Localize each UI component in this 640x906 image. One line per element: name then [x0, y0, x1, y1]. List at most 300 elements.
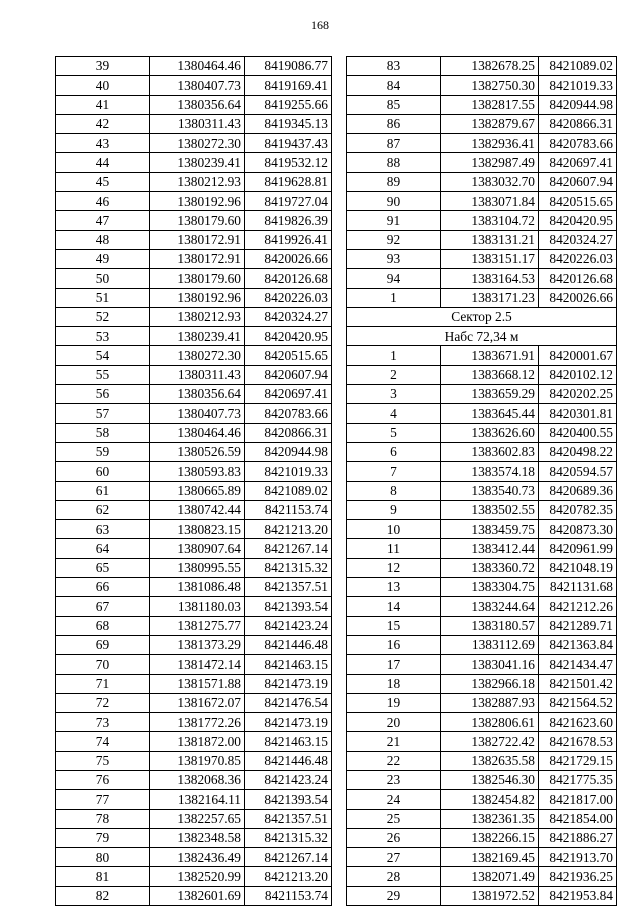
- point-number: 71: [56, 674, 150, 693]
- point-number: 5: [347, 423, 441, 442]
- x-coordinate: 1382879.67: [441, 114, 539, 133]
- table-row: [347, 114, 617, 133]
- table-row: [347, 751, 617, 770]
- point-number: 76: [56, 770, 150, 789]
- x-coordinate: 1383304.75: [441, 578, 539, 597]
- y-coordinate: 8420026.66: [245, 249, 332, 268]
- x-coordinate: 1382169.45: [441, 848, 539, 867]
- x-coordinate: 1383180.57: [441, 616, 539, 635]
- y-coordinate: 8421423.24: [245, 770, 332, 789]
- x-coordinate: 1381772.26: [150, 713, 245, 732]
- table-row: [347, 442, 617, 461]
- y-coordinate: 8420226.03: [245, 288, 332, 307]
- table-row: [347, 230, 617, 249]
- table-row: [347, 385, 617, 404]
- point-number: 26: [347, 828, 441, 847]
- y-coordinate: 8421019.33: [245, 462, 332, 481]
- x-coordinate: 1382071.49: [441, 867, 539, 886]
- y-coordinate: 8420515.65: [539, 192, 617, 211]
- y-coordinate: 8421854.00: [539, 809, 617, 828]
- table-row: [347, 249, 617, 268]
- table-row: [56, 172, 332, 191]
- x-coordinate: 1381086.48: [150, 578, 245, 597]
- x-coordinate: 1383244.64: [441, 597, 539, 616]
- y-coordinate: 8421434.47: [539, 655, 617, 674]
- y-coordinate: 8420026.66: [539, 288, 617, 307]
- table-row: [347, 423, 617, 442]
- table-row: [56, 713, 332, 732]
- y-coordinate: 8419826.39: [245, 211, 332, 230]
- table-row: [347, 828, 617, 847]
- x-coordinate: 1381373.29: [150, 635, 245, 654]
- point-number: 15: [347, 616, 441, 635]
- x-coordinate: 1380192.96: [150, 288, 245, 307]
- y-coordinate: 8421131.68: [539, 578, 617, 597]
- x-coordinate: 1383602.83: [441, 442, 539, 461]
- y-coordinate: 8421623.60: [539, 713, 617, 732]
- table-row: [56, 269, 332, 288]
- y-coordinate: 8421089.02: [539, 57, 617, 76]
- table-row: [56, 211, 332, 230]
- y-coordinate: 8420783.66: [245, 404, 332, 423]
- x-coordinate: 1380311.43: [150, 114, 245, 133]
- y-coordinate: 8421473.19: [245, 674, 332, 693]
- point-number: 3: [347, 385, 441, 404]
- x-coordinate: 1382601.69: [150, 886, 245, 905]
- table-row: [347, 172, 617, 191]
- y-coordinate: 8421089.02: [245, 481, 332, 500]
- y-coordinate: 8421153.74: [245, 886, 332, 905]
- point-number: 91: [347, 211, 441, 230]
- y-coordinate: 8420961.99: [539, 539, 617, 558]
- point-number: 42: [56, 114, 150, 133]
- table-row: [56, 886, 332, 905]
- y-coordinate: 8419086.77: [245, 57, 332, 76]
- y-coordinate: 8420782.35: [539, 500, 617, 519]
- x-coordinate: 1380172.91: [150, 249, 245, 268]
- y-coordinate: 8420420.95: [539, 211, 617, 230]
- table-row: [56, 597, 332, 616]
- table-row: [56, 520, 332, 539]
- x-coordinate: 1380179.60: [150, 269, 245, 288]
- y-coordinate: 8420202.25: [539, 385, 617, 404]
- table-row: [56, 809, 332, 828]
- table-row: [347, 635, 617, 654]
- x-coordinate: 1383668.12: [441, 365, 539, 384]
- y-coordinate: 8421315.32: [245, 828, 332, 847]
- table-row: [347, 365, 617, 384]
- table-row: [56, 192, 332, 211]
- table-row: [56, 828, 332, 847]
- sector-height-row: [347, 327, 617, 346]
- x-coordinate: 1381180.03: [150, 597, 245, 616]
- x-coordinate: 1380311.43: [150, 365, 245, 384]
- x-coordinate: 1381970.85: [150, 751, 245, 770]
- table-row: [347, 674, 617, 693]
- table-row: [347, 500, 617, 519]
- y-coordinate: 8421213.20: [245, 867, 332, 886]
- x-coordinate: 1383164.53: [441, 269, 539, 288]
- table-row: [347, 886, 617, 905]
- x-coordinate: 1382750.30: [441, 76, 539, 95]
- table-row: [56, 635, 332, 654]
- x-coordinate: 1382068.36: [150, 770, 245, 789]
- x-coordinate: 1382546.30: [441, 770, 539, 789]
- point-number: 2: [347, 365, 441, 384]
- x-coordinate: 1383502.55: [441, 500, 539, 519]
- x-coordinate: 1383540.73: [441, 481, 539, 500]
- x-coordinate: 1383360.72: [441, 558, 539, 577]
- table-row: [347, 134, 617, 153]
- point-number: 39: [56, 57, 150, 76]
- point-number: 6: [347, 442, 441, 461]
- x-coordinate: 1383671.91: [441, 346, 539, 365]
- y-coordinate: 8420126.68: [539, 269, 617, 288]
- table-row: [347, 269, 617, 288]
- table-row: [56, 539, 332, 558]
- y-coordinate: 8420607.94: [245, 365, 332, 384]
- x-coordinate: 1381972.52: [441, 886, 539, 905]
- x-coordinate: 1382678.25: [441, 57, 539, 76]
- x-coordinate: 1380239.41: [150, 153, 245, 172]
- x-coordinate: 1380212.93: [150, 307, 245, 326]
- table-row: [56, 423, 332, 442]
- y-coordinate: 8421501.42: [539, 674, 617, 693]
- x-coordinate: 1380593.83: [150, 462, 245, 481]
- x-coordinate: 1381872.00: [150, 732, 245, 751]
- table-row: [347, 539, 617, 558]
- page-number: 168: [311, 18, 329, 32]
- table-row: [56, 249, 332, 268]
- x-coordinate: 1380356.64: [150, 95, 245, 114]
- table-row: [56, 95, 332, 114]
- y-coordinate: 8420400.55: [539, 423, 617, 442]
- y-coordinate: 8419437.43: [245, 134, 332, 153]
- x-coordinate: 1382987.49: [441, 153, 539, 172]
- table-row: [56, 365, 332, 384]
- x-coordinate: 1383412.44: [441, 539, 539, 558]
- x-coordinate: 1380179.60: [150, 211, 245, 230]
- table-row: [347, 578, 617, 597]
- sector-title: Сектор 2.5: [347, 307, 617, 326]
- point-number: 60: [56, 462, 150, 481]
- table-row: [56, 481, 332, 500]
- point-number: 40: [56, 76, 150, 95]
- table-row: [56, 462, 332, 481]
- sector-height: Набс 72,34 м: [347, 327, 617, 346]
- x-coordinate: 1381571.88: [150, 674, 245, 693]
- point-number: 1: [347, 288, 441, 307]
- x-coordinate: 1383645.44: [441, 404, 539, 423]
- table-row: [56, 307, 332, 326]
- table-row: [347, 346, 617, 365]
- y-coordinate: 8421886.27: [539, 828, 617, 847]
- point-number: 86: [347, 114, 441, 133]
- point-number: 87: [347, 134, 441, 153]
- x-coordinate: 1383659.29: [441, 385, 539, 404]
- x-coordinate: 1382635.58: [441, 751, 539, 770]
- point-number: 68: [56, 616, 150, 635]
- point-number: 63: [56, 520, 150, 539]
- point-number: 89: [347, 172, 441, 191]
- table-row: [56, 500, 332, 519]
- point-number: 7: [347, 462, 441, 481]
- point-number: 94: [347, 269, 441, 288]
- x-coordinate: 1380665.89: [150, 481, 245, 500]
- y-coordinate: 8420697.41: [245, 385, 332, 404]
- table-row: [347, 153, 617, 172]
- table-row: [347, 211, 617, 230]
- y-coordinate: 8421473.19: [245, 713, 332, 732]
- y-coordinate: 8421936.25: [539, 867, 617, 886]
- point-number: 59: [56, 442, 150, 461]
- point-number: 70: [56, 655, 150, 674]
- point-number: 78: [56, 809, 150, 828]
- point-number: 25: [347, 809, 441, 828]
- point-number: 29: [347, 886, 441, 905]
- y-coordinate: 8420498.22: [539, 442, 617, 461]
- y-coordinate: 8421463.15: [245, 655, 332, 674]
- y-coordinate: 8420873.30: [539, 520, 617, 539]
- x-coordinate: 1380907.64: [150, 539, 245, 558]
- point-number: 24: [347, 790, 441, 809]
- y-coordinate: 8419169.41: [245, 76, 332, 95]
- x-coordinate: 1380356.64: [150, 385, 245, 404]
- y-coordinate: 8420944.98: [245, 442, 332, 461]
- y-coordinate: 8421564.52: [539, 693, 617, 712]
- x-coordinate: 1381672.07: [150, 693, 245, 712]
- y-coordinate: 8421913.70: [539, 848, 617, 867]
- point-number: 56: [56, 385, 150, 404]
- point-number: 58: [56, 423, 150, 442]
- table-row: [347, 732, 617, 751]
- point-number: 16: [347, 635, 441, 654]
- x-coordinate: 1380823.15: [150, 520, 245, 539]
- y-coordinate: 8420420.95: [245, 327, 332, 346]
- table-row: [347, 481, 617, 500]
- point-number: 1: [347, 346, 441, 365]
- y-coordinate: 8421357.51: [245, 578, 332, 597]
- point-number: 73: [56, 713, 150, 732]
- x-coordinate: 1380272.30: [150, 346, 245, 365]
- y-coordinate: 8419255.66: [245, 95, 332, 114]
- table-row: [56, 867, 332, 886]
- table-row: [347, 404, 617, 423]
- y-coordinate: 8421393.54: [245, 597, 332, 616]
- y-coordinate: 8421463.15: [245, 732, 332, 751]
- point-number: 46: [56, 192, 150, 211]
- table-row: [347, 655, 617, 674]
- table-row: [347, 693, 617, 712]
- x-coordinate: 1382936.41: [441, 134, 539, 153]
- point-number: 23: [347, 770, 441, 789]
- x-coordinate: 1383171.23: [441, 288, 539, 307]
- x-coordinate: 1383626.60: [441, 423, 539, 442]
- x-coordinate: 1383041.16: [441, 655, 539, 674]
- y-coordinate: 8420515.65: [245, 346, 332, 365]
- table-row: [347, 790, 617, 809]
- point-number: 93: [347, 249, 441, 268]
- table-row: [56, 288, 332, 307]
- x-coordinate: 1382887.93: [441, 693, 539, 712]
- y-coordinate: 8420783.66: [539, 134, 617, 153]
- y-coordinate: 8420324.27: [245, 307, 332, 326]
- y-coordinate: 8420689.36: [539, 481, 617, 500]
- table-row: [56, 693, 332, 712]
- point-number: 13: [347, 578, 441, 597]
- point-number: 82: [56, 886, 150, 905]
- x-coordinate: 1380272.30: [150, 134, 245, 153]
- y-coordinate: 8421315.32: [245, 558, 332, 577]
- x-coordinate: 1380526.59: [150, 442, 245, 461]
- point-number: 8: [347, 481, 441, 500]
- point-number: 67: [56, 597, 150, 616]
- x-coordinate: 1382722.42: [441, 732, 539, 751]
- point-number: 77: [56, 790, 150, 809]
- table-row: [56, 404, 332, 423]
- table-row: [347, 462, 617, 481]
- x-coordinate: 1382266.15: [441, 828, 539, 847]
- table-row: [56, 558, 332, 577]
- y-coordinate: 8420301.81: [539, 404, 617, 423]
- table-row: [56, 732, 332, 751]
- table-row: [56, 57, 332, 76]
- y-coordinate: 8421423.24: [245, 616, 332, 635]
- table-row: [347, 597, 617, 616]
- table-row: [56, 751, 332, 770]
- y-coordinate: 8421357.51: [245, 809, 332, 828]
- x-coordinate: 1380464.46: [150, 57, 245, 76]
- point-number: 27: [347, 848, 441, 867]
- table-row: [347, 288, 617, 307]
- y-coordinate: 8421289.71: [539, 616, 617, 635]
- point-number: 54: [56, 346, 150, 365]
- y-coordinate: 8421267.14: [245, 848, 332, 867]
- y-coordinate: 8421817.00: [539, 790, 617, 809]
- table-row: [56, 230, 332, 249]
- x-coordinate: 1382817.55: [441, 95, 539, 114]
- y-coordinate: 8420102.12: [539, 365, 617, 384]
- point-number: 11: [347, 539, 441, 558]
- y-coordinate: 8420226.03: [539, 249, 617, 268]
- y-coordinate: 8421678.53: [539, 732, 617, 751]
- point-number: 19: [347, 693, 441, 712]
- x-coordinate: 1382966.18: [441, 674, 539, 693]
- point-number: 75: [56, 751, 150, 770]
- x-coordinate: 1382454.82: [441, 790, 539, 809]
- x-coordinate: 1382257.65: [150, 809, 245, 828]
- point-number: 69: [56, 635, 150, 654]
- point-number: 53: [56, 327, 150, 346]
- y-coordinate: 8421212.26: [539, 597, 617, 616]
- table-row: [56, 674, 332, 693]
- y-coordinate: 8420944.98: [539, 95, 617, 114]
- y-coordinate: 8421213.20: [245, 520, 332, 539]
- point-number: 50: [56, 269, 150, 288]
- point-number: 44: [56, 153, 150, 172]
- y-coordinate: 8420001.67: [539, 346, 617, 365]
- x-coordinate: 1380192.96: [150, 192, 245, 211]
- table-row: [347, 809, 617, 828]
- y-coordinate: 8421363.84: [539, 635, 617, 654]
- point-number: 85: [347, 95, 441, 114]
- point-number: 80: [56, 848, 150, 867]
- point-number: 18: [347, 674, 441, 693]
- point-number: 21: [347, 732, 441, 751]
- table-row: [56, 655, 332, 674]
- x-coordinate: 1383151.17: [441, 249, 539, 268]
- point-number: 90: [347, 192, 441, 211]
- coordinates-table-left: [55, 56, 332, 906]
- y-coordinate: 8419727.04: [245, 192, 332, 211]
- x-coordinate: 1380212.93: [150, 172, 245, 191]
- point-number: 9: [347, 500, 441, 519]
- table-row: [56, 578, 332, 597]
- point-number: 49: [56, 249, 150, 268]
- table-row: [56, 76, 332, 95]
- table-row: [56, 153, 332, 172]
- point-number: 45: [56, 172, 150, 191]
- table-row: [56, 134, 332, 153]
- point-number: 83: [347, 57, 441, 76]
- x-coordinate: 1382164.11: [150, 790, 245, 809]
- sector-title-row: [347, 307, 617, 326]
- point-number: 4: [347, 404, 441, 423]
- point-number: 48: [56, 230, 150, 249]
- point-number: 88: [347, 153, 441, 172]
- x-coordinate: 1383459.75: [441, 520, 539, 539]
- point-number: 22: [347, 751, 441, 770]
- y-coordinate: 8421393.54: [245, 790, 332, 809]
- x-coordinate: 1380407.73: [150, 404, 245, 423]
- point-number: 20: [347, 713, 441, 732]
- x-coordinate: 1383131.21: [441, 230, 539, 249]
- x-coordinate: 1382806.61: [441, 713, 539, 732]
- x-coordinate: 1382348.58: [150, 828, 245, 847]
- point-number: 64: [56, 539, 150, 558]
- y-coordinate: 8421775.35: [539, 770, 617, 789]
- x-coordinate: 1383071.84: [441, 192, 539, 211]
- y-coordinate: 8419345.13: [245, 114, 332, 133]
- point-number: 14: [347, 597, 441, 616]
- y-coordinate: 8421953.84: [539, 886, 617, 905]
- point-number: 47: [56, 211, 150, 230]
- point-number: 66: [56, 578, 150, 597]
- y-coordinate: 8421729.15: [539, 751, 617, 770]
- y-coordinate: 8421476.54: [245, 693, 332, 712]
- y-coordinate: 8421446.48: [245, 635, 332, 654]
- x-coordinate: 1380742.44: [150, 500, 245, 519]
- table-row: [56, 327, 332, 346]
- point-number: 28: [347, 867, 441, 886]
- table-row: [56, 770, 332, 789]
- table-row: [347, 520, 617, 539]
- table-row: [56, 114, 332, 133]
- point-number: 52: [56, 307, 150, 326]
- table-row: [56, 346, 332, 365]
- x-coordinate: 1380239.41: [150, 327, 245, 346]
- table-row: [56, 848, 332, 867]
- y-coordinate: 8420866.31: [245, 423, 332, 442]
- point-number: 17: [347, 655, 441, 674]
- point-number: 43: [56, 134, 150, 153]
- x-coordinate: 1383574.18: [441, 462, 539, 481]
- point-number: 41: [56, 95, 150, 114]
- y-coordinate: 8421019.33: [539, 76, 617, 95]
- y-coordinate: 8421267.14: [245, 539, 332, 558]
- y-coordinate: 8419532.12: [245, 153, 332, 172]
- table-row: [347, 57, 617, 76]
